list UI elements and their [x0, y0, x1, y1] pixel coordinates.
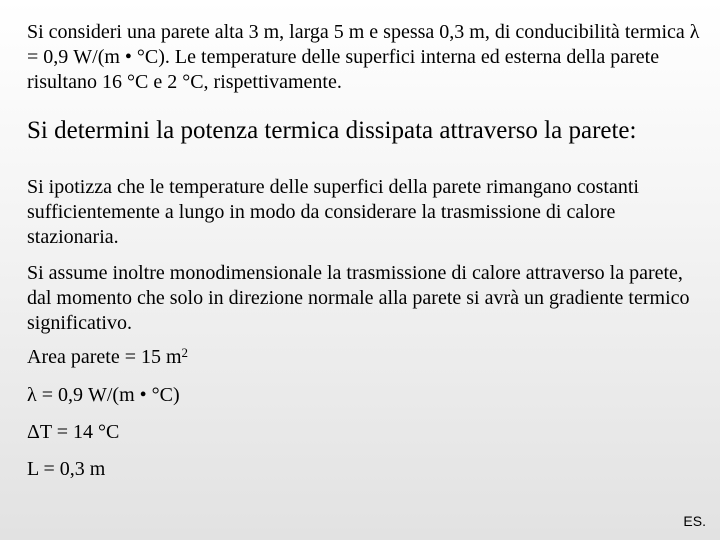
data-area-exponent: 2	[181, 345, 189, 360]
hypothesis-steady-state: Si ipotizza che le temperature delle superfici della parete rimangano costanti sufficientemente a lungo in modo da considerare la trasmissione di calore stazionaria.	[27, 176, 639, 248]
problem-statement: Si consideri una parete alta 3 m, larga 5 m e spessa 0,3 m, di conducibilità termica λ = 0,9 W/(m • °C). Le temperature delle superfici interna ed esterna della parete risultano 16 °C e 2 °C, rispettivamente.	[27, 21, 700, 93]
hypothesis-one-dimensional: Si assume inoltre monodimensionale la trasmissione di calore attraverso la parete, dal momento che solo in direzione normale alla parete si avrà un gradiente termico significativo.	[27, 262, 690, 334]
data-delta-t: ΔT = 14 °C	[27, 421, 120, 443]
footer-label: ES.	[683, 513, 706, 529]
data-area-label: Area parete = 15 m	[27, 346, 182, 368]
data-conductivity: λ = 0,9 W/(m • °C)	[27, 384, 180, 406]
data-thickness: L = 0,3 m	[27, 458, 106, 480]
data-area	[27, 345, 188, 370]
question-heading: Si determini la potenza termica dissipata attraverso la parete:	[27, 117, 637, 144]
